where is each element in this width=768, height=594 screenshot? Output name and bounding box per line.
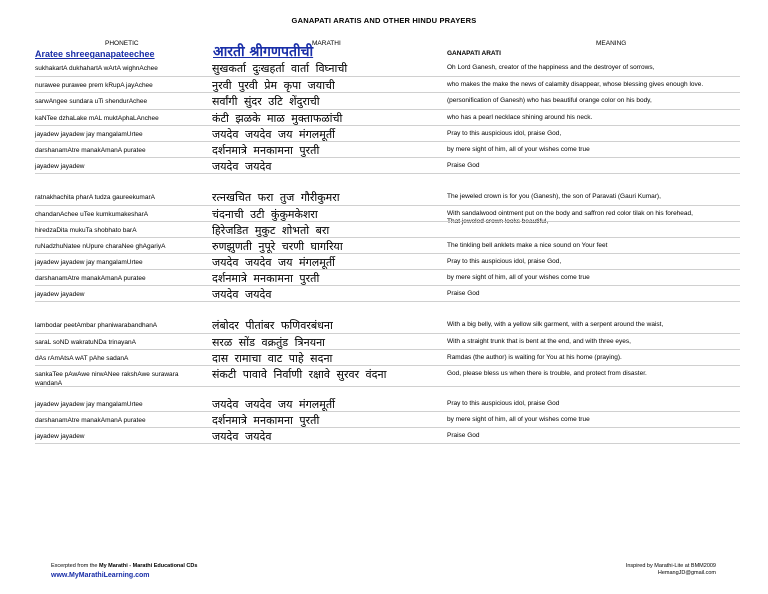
row-divider (35, 205, 740, 206)
row-divider (35, 386, 740, 387)
marathi-line: नुरवी पुरवी प्रेम कृपा जयाची (212, 79, 335, 92)
row-divider (35, 253, 740, 254)
meaning-line: The jeweled crown is for you (Ganesh), the son of Paravati (Gauri Kumar), (447, 193, 661, 200)
phonetic-line: jayadew jayadew jay mangalamUrtee (35, 401, 143, 408)
marathi-line: रत्नखचित फरा तुज गौरीकुमरा (212, 191, 340, 204)
phonetic-line: sukhakartA dukhahartA wArtA wighnAchee (35, 65, 158, 72)
phonetic-line: darshanamAtre manakAmanA puratee (35, 417, 146, 424)
row-divider (35, 333, 740, 334)
row-divider (35, 427, 740, 428)
marathi-line: हिरेजडित मुकुट शोभतो बरा (212, 224, 330, 237)
meaning-line: Pray to this auspicious idol, praise God, (447, 130, 562, 137)
meaning-line: by mere sight of him, all of your wishes come true (447, 416, 590, 423)
meaning-line: Praise God (447, 432, 480, 439)
row-divider (35, 141, 740, 142)
marathi-line: जयदेव जयदेव (212, 160, 272, 173)
phonetic-line: jayadew jayadew jay mangalamUrtee (35, 259, 143, 266)
row-divider (35, 285, 740, 286)
phonetic-line: nurawee purawee prem kRupA jayAchee (35, 82, 153, 89)
row-divider (35, 301, 740, 302)
row-divider (35, 76, 740, 77)
marathi-line: जयदेव जयदेव जय मंगलमूर्ती (212, 128, 335, 141)
meaning-line: who makes the make the news of calamity disappear, whose blessing gives enough love. (447, 81, 704, 88)
row-divider (35, 173, 740, 174)
meaning-line: Praise God (447, 290, 480, 297)
section-title-marathi: आरती श्रीगणपतीची (213, 44, 314, 60)
phonetic-line: hiredzaDita mukuTa shobhato barA (35, 227, 137, 234)
meaning-line: Pray to this auspicious idol, praise God, (447, 258, 562, 265)
meaning-line: who has a pearl necklace shining around his neck. (447, 114, 593, 121)
phonetic-line: jayadew jayadew (35, 163, 85, 170)
phonetic-line: jayadew jayadew (35, 291, 85, 298)
footer-excerpt-source: My Marathi - Marathi Educational CDs (99, 563, 198, 569)
row-divider (35, 365, 740, 366)
meaning-line: With a straight trunk that is bent at the end, and with three eyes, (447, 338, 631, 345)
marathi-line: जयदेव जयदेव जय मंगलमूर्ती (212, 256, 335, 269)
meaning-line: With sandalwood ointment put on the body and saffron red color tilak on his forehead, That jeweled crown looks beautiful, (447, 210, 693, 225)
phonetic-line: sarwAngee sundara uTi shendurAchee (35, 98, 148, 105)
meaning-line: The tinkling bell anklets make a nice sound on Your feet (447, 242, 608, 249)
marathi-line: दर्शनमात्रे मनकामना पुरती (212, 272, 320, 285)
marathi-line: सुखकर्ता दुःखहर्ता वार्ता विघ्नाची (212, 62, 348, 75)
footer-excerpt-prefix: Excerpted from the (51, 563, 99, 569)
marathi-line: कंटी झळके माळ मुक्ताफळांची (212, 112, 343, 125)
row-divider (35, 221, 740, 222)
phonetic-line: jayadew jayadew jay mangalamUrtee (35, 131, 143, 138)
row-divider (35, 411, 740, 412)
row-divider (35, 92, 740, 93)
meaning-line: Pray to this auspicious idol, praise God (447, 400, 560, 407)
meaning-line: (personification of Ganesh) who has beautiful orange color on his body, (447, 97, 652, 104)
row-divider (35, 237, 740, 238)
header-phonetic: PHONETIC (105, 40, 139, 47)
marathi-line: दर्शनमात्रे मनकामना पुरती (212, 144, 320, 157)
header-marathi: MARATHI (312, 40, 341, 47)
marathi-line: दर्शनमात्रे मनकामना पुरती (212, 414, 320, 427)
section-title-phonetic: Aratee shreeganapateechee (35, 49, 155, 59)
marathi-line: जयदेव जयदेव (212, 430, 272, 443)
marathi-line: जयदेव जयदेव (212, 288, 272, 301)
phonetic-line: sankaTee pAwAwe nirwANee rakshAwe surawara wandanA (35, 371, 179, 387)
meaning-line: Praise God (447, 162, 480, 169)
meaning-line: With a big belly, with a yellow silk garment, with a serpent around the waist, (447, 321, 664, 328)
meaning-line: Ramdas (the author) is waiting for You at his home (praying). (447, 354, 622, 361)
phonetic-line: darshanamAtre manakAmanA puratee (35, 275, 146, 282)
meaning-line: by mere sight of him, all of your wishes come true (447, 146, 590, 153)
marathi-line: दास रामाचा वाट पाहे सदना (212, 352, 333, 365)
meaning-line: by mere sight of him, all of your wishes come true (447, 274, 590, 281)
document-title: GANAPATI ARATIS AND OTHER HINDU PRAYERS (291, 16, 477, 25)
phonetic-line: lambodar peetAmbar phaniwarabandhanA (35, 322, 158, 329)
phonetic-line: jayadew jayadew (35, 433, 85, 440)
row-divider (35, 269, 740, 270)
row-divider (35, 443, 740, 444)
row-divider (35, 349, 740, 350)
footer-website-link[interactable]: www.MyMarathiLearning.com (51, 572, 150, 579)
phonetic-line: saraL soND wakratuNDa trinayanA (35, 339, 136, 346)
phonetic-line: ruNadzhuNatee nUpure charaNee ghAgariyA (35, 243, 166, 250)
meaning-line: Oh Lord Ganesh, creator of the happiness and the destroyer of sorrows, (447, 64, 655, 71)
marathi-line: लंबोदर पीतांबर फणिवरबंधना (212, 319, 333, 332)
meaning-line: God, please bless us when there is trouble, and protect from disaster. (447, 370, 647, 377)
row-divider (35, 157, 740, 158)
section-title-meaning: GANAPATI ARATI (447, 50, 501, 57)
marathi-line: चंदनाची उटी कुंकुमकेशरा (212, 208, 318, 221)
marathi-line: संकटी पावावे निर्वाणी रक्षावे सुरवर वंदना (212, 368, 387, 381)
phonetic-line: kaNTee dzhaLake mAL muktAphaLAnchee (35, 115, 159, 122)
marathi-line: सरळ सोंड वक्रतुंड त्रिनयना (212, 336, 326, 349)
header-meaning: MEANING (596, 40, 627, 47)
row-divider (35, 125, 740, 126)
marathi-line: रुणझुणती नुपूरे चरणी घागरिया (212, 240, 343, 253)
phonetic-line: chandanAchee uTee kumkumakesharA (35, 211, 149, 218)
footer-inspired: Inspired by Marathi-Lite at BMM2009 (625, 563, 716, 569)
row-divider (35, 109, 740, 110)
marathi-line: सर्वांगी सुंदर उटि शेंदुराची (212, 95, 320, 108)
footer-credit (626, 563, 716, 577)
marathi-line: जयदेव जयदेव जय मंगलमूर्ती (212, 398, 335, 411)
phonetic-line: darshanamAtre manakAmanA puratee (35, 147, 146, 154)
footer-email[interactable]: HemangJD@gmail.com (657, 570, 716, 576)
phonetic-line: ratnakhachita pharA tudza gaureekumarA (35, 194, 155, 201)
footer-excerpt (51, 563, 197, 569)
phonetic-line: dAs rAmAtsA wAT pAhe sadanA (35, 355, 129, 362)
